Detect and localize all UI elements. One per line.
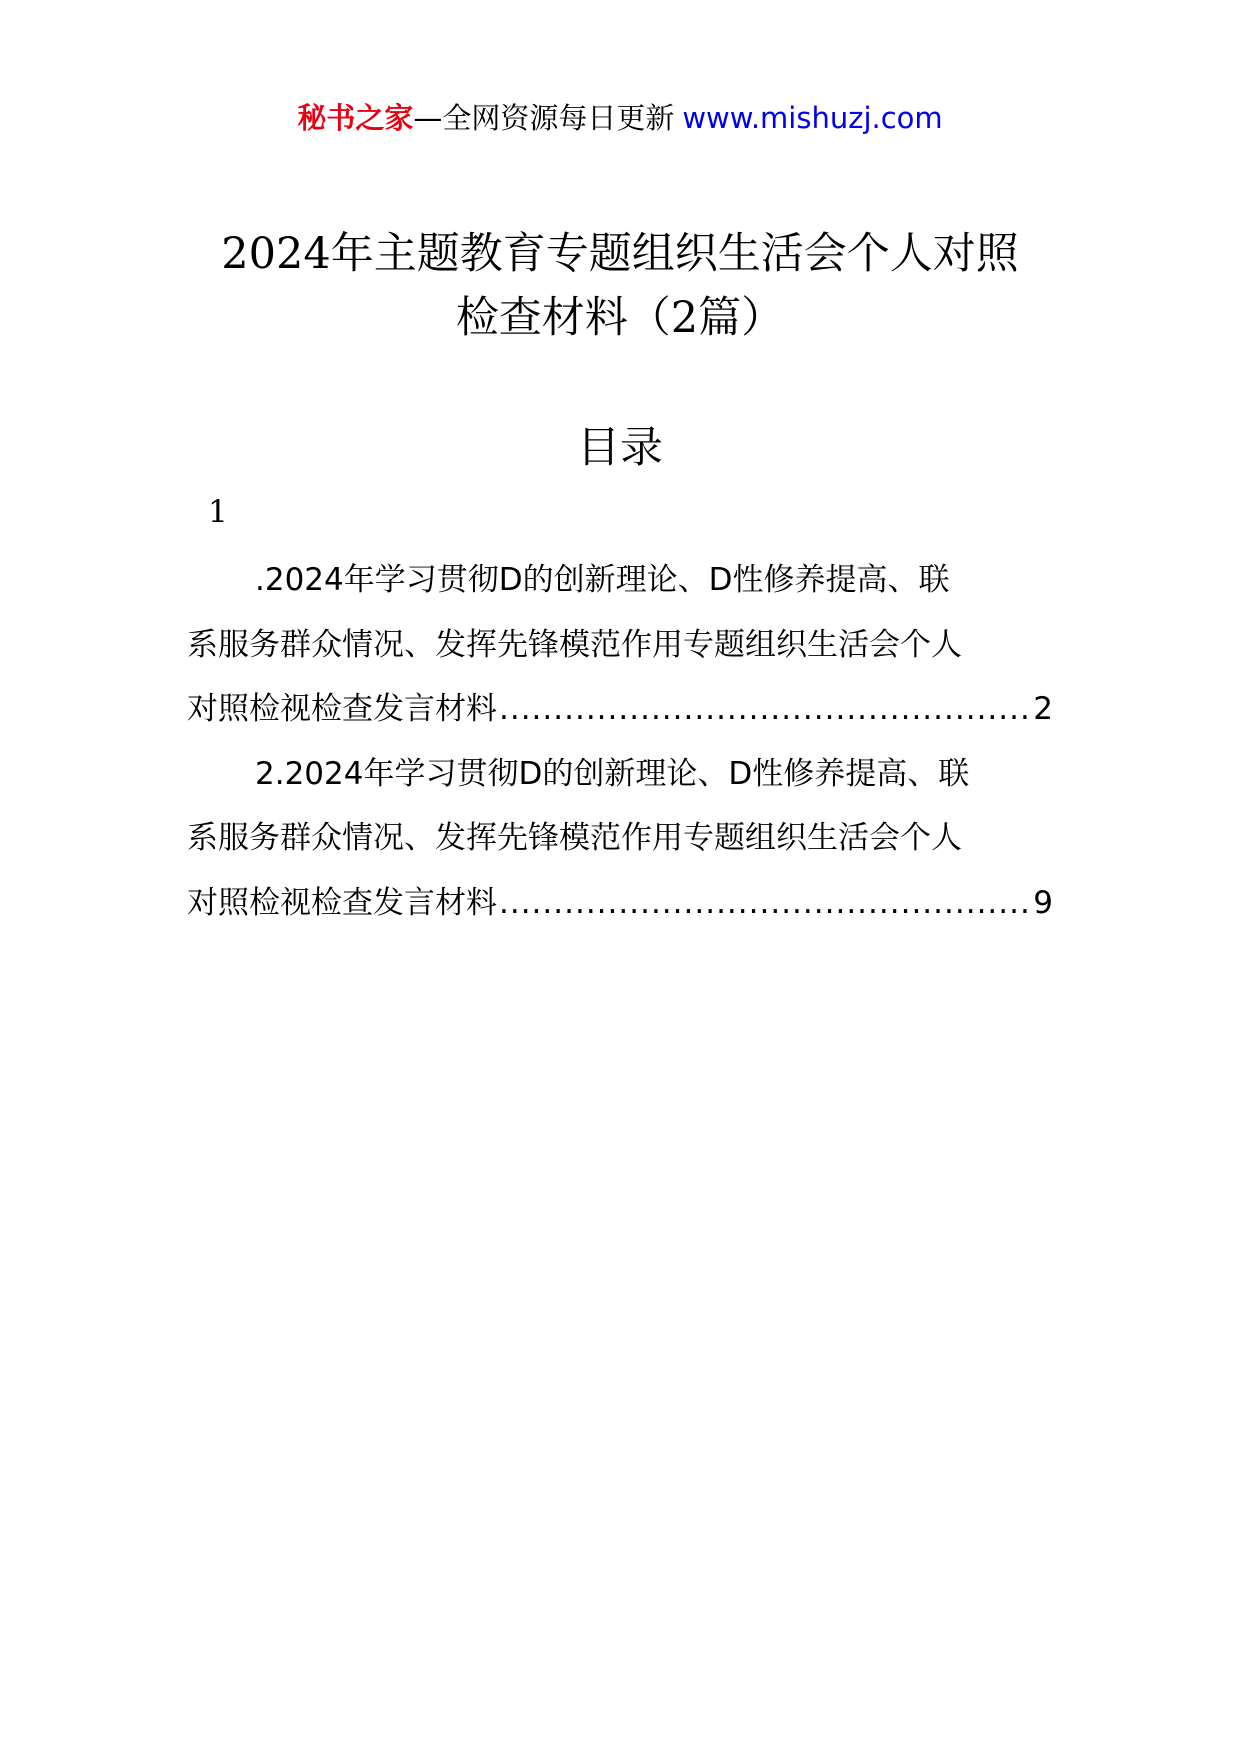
table-of-contents — [187, 548, 1053, 935]
toc-entry-2-line-2: 系服务群众情况、发挥先锋模范作用专题组织生活会个人 — [187, 820, 962, 856]
header-tagline: —全网资源每日更新 — [413, 101, 675, 135]
toc-entry-2-line-1: 2.2024年学习贯彻D的创新理论、D性修养提高、联 — [255, 755, 970, 792]
toc-entry-1-line-3 — [187, 677, 1053, 742]
toc-entry-1-line-2: 系服务群众情况、发挥先锋模范作用专题组织生活会个人 — [187, 626, 962, 663]
toc-entry-1-dot-leader — [499, 677, 1031, 742]
toc-entry-2-line-3 — [187, 871, 1053, 936]
toc-entry-2[interactable] — [187, 742, 1053, 936]
site-url-link[interactable]: www.mishuzj.com — [682, 101, 943, 135]
toc-entry-2-dot-leader — [499, 871, 1031, 936]
site-header — [0, 98, 1240, 138]
document-title-line-2: 检查材料（2篇） — [455, 293, 785, 343]
document-title-line-1: 2024年主题教育专题组织生活会个人对照 — [221, 229, 1019, 279]
toc-entry-1[interactable] — [187, 548, 1053, 742]
toc-entry-1-line-1: .2024年学习贯彻D的创新理论、D性修养提高、联 — [255, 562, 950, 598]
toc-entry-2-text-end: 对照检视检查发言材料 — [187, 884, 497, 921]
brand-name: 秘书之家 — [297, 101, 414, 135]
toc-heading: 目录 — [577, 423, 663, 473]
toc-number-marker: 1 — [208, 494, 228, 530]
toc-entry-1-text-end: 对照检视检查发言材料 — [187, 691, 497, 727]
document-title — [150, 222, 1090, 350]
toc-entry-1-page-number: 2 — [1033, 691, 1053, 727]
toc-entry-2-page-number: 9 — [1033, 884, 1053, 921]
